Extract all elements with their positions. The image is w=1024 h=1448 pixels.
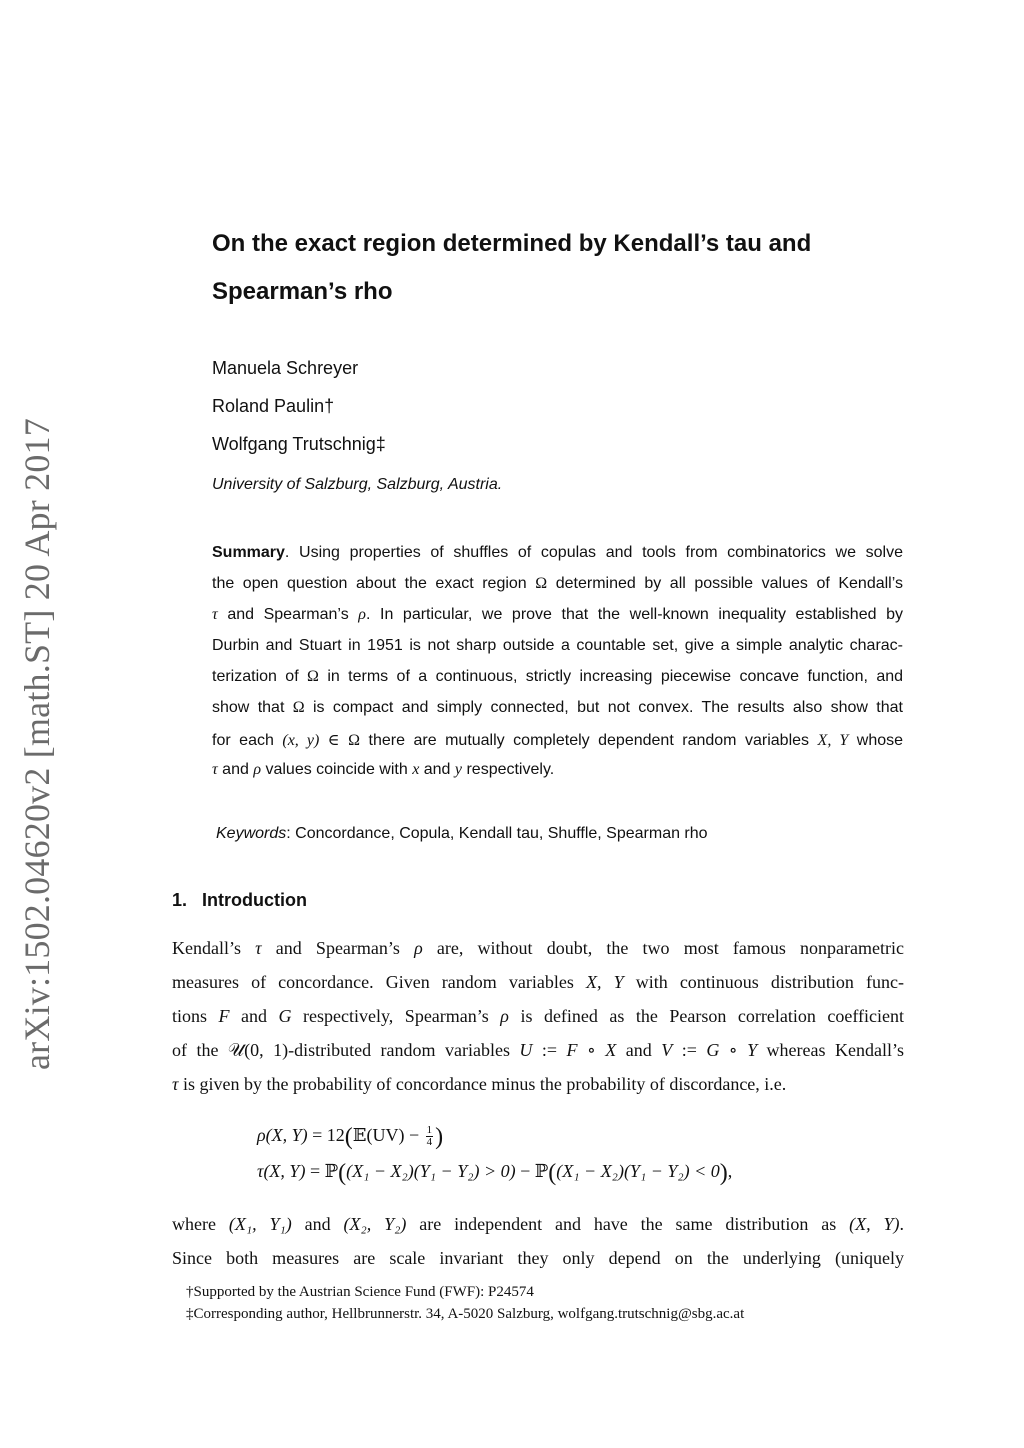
xy-symbol: (x, y): [282, 732, 320, 749]
footnote-corresponding-author: ‡Corresponding author, Hellbrunnerstr. 34, A-5020 Salzburg, wolfgang.trutschnig@sbg.ac.at: [186, 1306, 745, 1322]
tau-symbol: τ: [212, 606, 218, 623]
rho-symbol: ρ: [253, 761, 262, 778]
summary-line: show that Ω is compact and simply connected, but not convex. The results also show that: [212, 699, 903, 716]
summary-label: Summary: [212, 544, 285, 561]
equation-kendall-tau: τ(X, Y) = ℙ((X₁ − X₂)(Y₁ − Y₂) > 0) − ℙ((X₁ − X₂)(Y₁ − Y₂) < 0),: [257, 1160, 733, 1186]
rho-symbol: ρ: [358, 606, 366, 623]
summary-line: terization of Ω in terms of a continuous, strictly increasing piecewise concave function, and: [212, 668, 904, 685]
arxiv-identifier-stamp: arXiv:1502.04620v2 [math.ST] 20 Apr 2017: [17, 418, 57, 1070]
author-1: Manuela Schreyer: [212, 358, 359, 378]
summary-line: the open question about the exact region Ω determined by all possible values of Kendall’s: [212, 575, 903, 592]
summary-line: for each (x, y) ∈ Ω there are mutually completely dependent random variables X, Y whose: [212, 732, 904, 749]
paper-title-line-1: On the exact region determined by Kendall’s tau and: [212, 230, 812, 257]
body-line: tions F and G respectively, Spearman’s ρ is defined as the Pearson correlation coefficient: [172, 1006, 904, 1026]
summary-line: Summary. Using properties of shuffles of copulas and tools from combinatorics we solve: [212, 544, 903, 561]
omega-symbol: Ω: [535, 575, 548, 592]
summary-line: Durbin and Stuart in 1951 is not sharp outside a countable set, give a simple analytic charac-: [212, 637, 903, 654]
footnote-funding: †Supported by the Austrian Science Fund (FWF): P24574: [186, 1284, 534, 1300]
body-line: τ is given by the probability of concordance minus the probability of discordance, i.e.: [172, 1074, 787, 1094]
body-line: Kendall’s τ and Spearman’s ρ are, without doubt, the two most famous nonparametric: [172, 938, 904, 958]
body-line: measures of concordance. Given random variables X, Y with continuous distribution func-: [172, 972, 905, 992]
section-heading-introduction: 1. Introduction: [172, 890, 308, 910]
body-line: where (X₁, Y₁) and (X₂, Y₂) are independent and have the same distribution as (X, Y).: [172, 1214, 905, 1234]
equation-spearman-rho: ρ(X, Y) = 12(𝔼(UV) − $\frac{1}{4}$ ): [257, 1124, 444, 1150]
omega-symbol: Ω: [348, 732, 361, 749]
summary-line: τ and ρ values coincide with x and y respectively.: [212, 761, 555, 778]
keywords: Keywords: Concordance, Copula, Kendall tau, Shuffle, Spearman rho: [216, 825, 708, 842]
XY-symbol: X, Y: [817, 732, 849, 749]
tau-symbol: τ: [212, 761, 218, 778]
author-3: Wolfgang Trutschnig‡: [212, 434, 386, 454]
body-line: Since both measures are scale invariant they only depend on the underlying (uniquely: [172, 1248, 904, 1268]
author-2: Roland Paulin†: [212, 396, 335, 416]
fraction-one-quarter: $\frac{1}{4}$: [426, 1124, 433, 1149]
omega-symbol: Ω: [292, 699, 305, 716]
summary-line: τ and Spearman’s ρ. In particular, we prove that the well-known inequality established by: [212, 606, 903, 623]
affiliation: University of Salzburg, Salzburg, Austria.: [212, 476, 503, 493]
keywords-label: Keywords: [216, 825, 287, 842]
body-line: of the 𝒰(0, 1)-distributed random variables U := F ∘ X and V := G ∘ Y whereas Kendall’s: [172, 1040, 904, 1060]
paper-title-line-2: Spearman’s rho: [212, 278, 393, 305]
omega-symbol: Ω: [307, 668, 319, 685]
